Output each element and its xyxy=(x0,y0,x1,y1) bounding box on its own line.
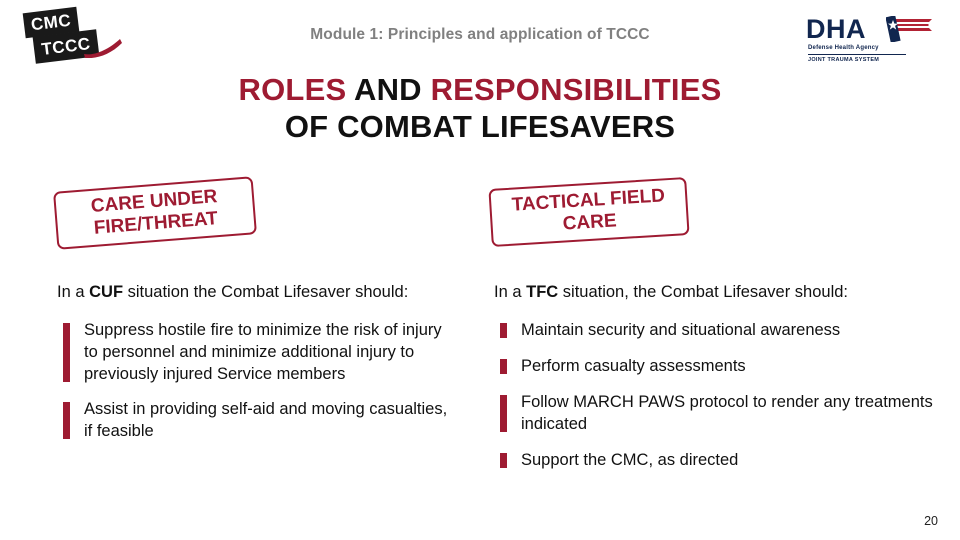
lead-tfc-before: In a xyxy=(494,283,527,301)
dha-flag-icon xyxy=(886,16,934,42)
dha-agency-label: Defense Health Agency xyxy=(808,45,879,51)
column-care-under-fire xyxy=(57,282,449,456)
title-line-2: OF COMBAT LIFESAVERS xyxy=(284,108,676,144)
lead-cuf-bold: CUF xyxy=(89,283,124,301)
bullet-list-cuf xyxy=(57,320,449,443)
dha-logo xyxy=(806,14,936,70)
list-item: Assist in providing self-aid and moving casualties, if feasible xyxy=(57,399,449,443)
title-roles: ROLES xyxy=(238,72,347,107)
stamp-tactical-field-care: TACTICAL FIELD CARE xyxy=(488,177,689,247)
lead-text-tfc xyxy=(494,282,938,304)
module-title: Module 1: Principles and application of TCCC xyxy=(310,26,650,43)
dha-divider xyxy=(808,54,906,55)
page-title xyxy=(0,72,960,145)
title-line-1 xyxy=(0,72,960,109)
cmc-logo-line1: CMC xyxy=(23,7,80,38)
list-item: Maintain security and situational awareness xyxy=(494,320,938,342)
lead-cuf-before: In a xyxy=(57,283,90,301)
column-tactical-field-care xyxy=(494,282,938,486)
list-item: Support the CMC, as directed xyxy=(494,450,938,472)
list-item: Suppress hostile fire to minimize the risk of injury to personnel and minimize additional injury to previously injured Service members xyxy=(57,320,449,386)
bullet-list-tfc xyxy=(494,320,938,472)
title-responsibilities: RESPONSIBILITIES xyxy=(430,72,722,107)
list-item: Follow MARCH PAWS protocol to render any treatments indicated xyxy=(494,392,938,436)
dha-system-label: JOINT TRAUMA SYSTEM xyxy=(808,57,880,63)
stamp-care-under-fire: CARE UNDER FIRE/THREAT xyxy=(53,176,257,250)
cmc-logo-line2: TCCC xyxy=(33,29,100,64)
lead-text-cuf xyxy=(57,282,449,304)
page-number: 20 xyxy=(924,514,938,528)
lead-tfc-after: situation, the Combat Lifesaver should: xyxy=(558,283,849,301)
lead-cuf-after: situation the Combat Lifesaver should: xyxy=(123,283,409,301)
title-and: AND xyxy=(354,72,422,107)
lead-tfc-bold: TFC xyxy=(526,283,559,301)
dha-wordmark: DHA xyxy=(806,14,866,44)
list-item: Perform casualty assessments xyxy=(494,356,938,378)
